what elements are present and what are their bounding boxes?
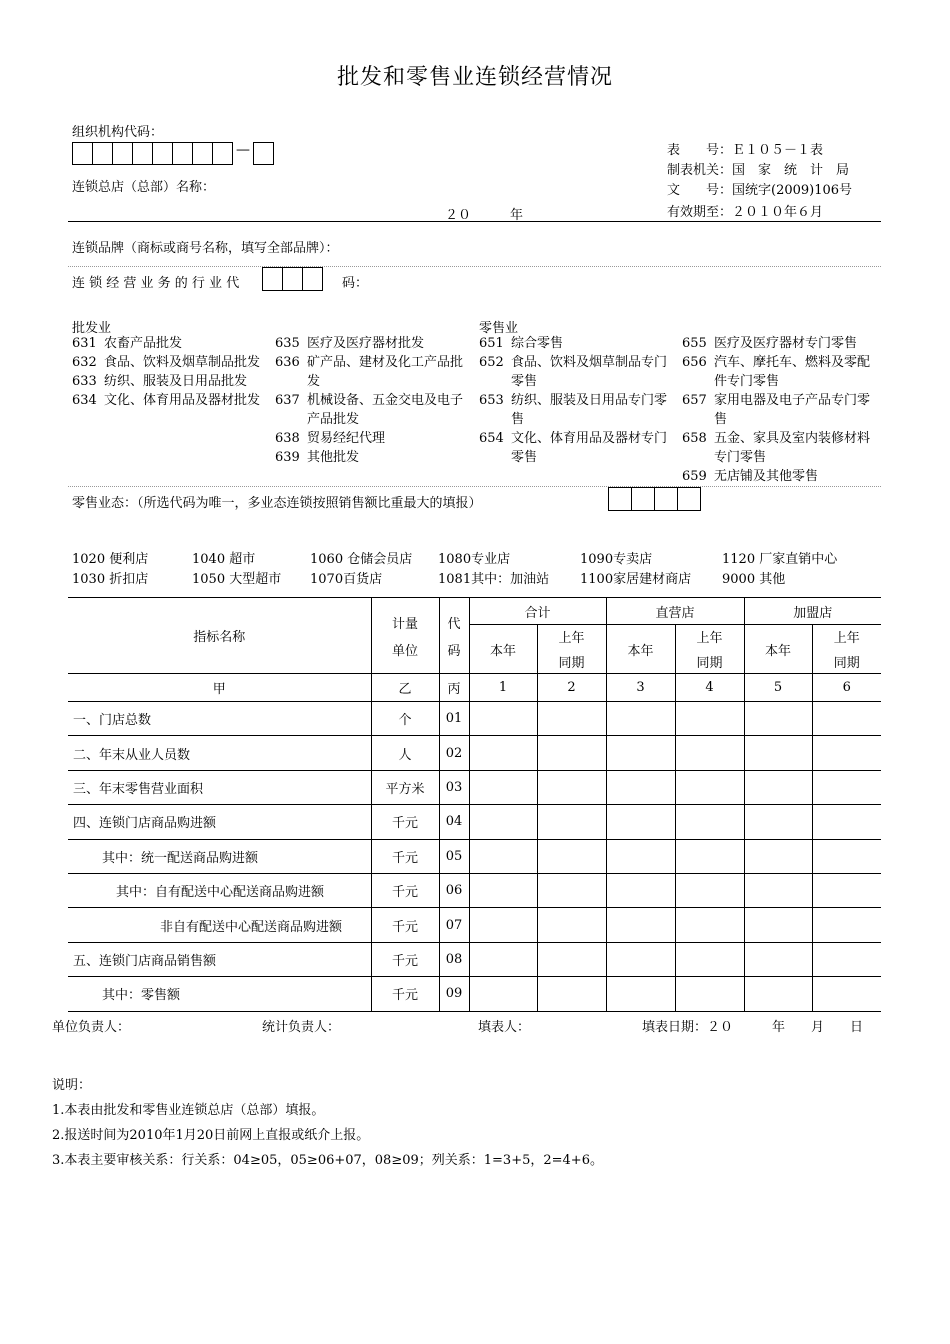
sub-header-cell: 丙 — [439, 674, 469, 702]
list-item: 656 汽车、摩托车、燃料及零配件专门零售 — [682, 355, 871, 389]
list-item: 634 文化、体育用品及器材批发 — [72, 393, 261, 408]
input-cell[interactable] — [606, 873, 675, 907]
table-row — [68, 942, 881, 976]
input-cell[interactable] — [744, 770, 812, 804]
header-unit: 计量 单位 — [371, 598, 439, 674]
format-item: 1081其中：加油站 — [438, 572, 550, 587]
format-item: 1080专业店 — [438, 552, 511, 567]
sub-header-cell: 5 — [744, 674, 812, 702]
input-cell[interactable] — [469, 977, 537, 1011]
list-item: 631 农畜产品批发 — [72, 336, 183, 351]
wholesale-list-2 — [275, 334, 474, 467]
unit-head-label: 单位负责人： — [52, 1020, 131, 1035]
header-last-year: 上年 同期 — [537, 625, 606, 674]
sub-header-cell: 6 — [812, 674, 881, 702]
note-item: 3.本表主要审核关系：行关系：04≥05，05≥06+07，08≥09；列关系：1=3+5，2=4+6。 — [52, 1153, 603, 1168]
format-item: 9000 其他 — [722, 572, 786, 587]
input-cell[interactable] — [537, 839, 606, 873]
input-cell[interactable] — [675, 873, 744, 907]
stat-head-label: 统计负责人： — [262, 1020, 341, 1035]
indicator-table — [68, 597, 881, 1012]
valid-until: 有效期至：２０１０年６月 — [667, 205, 824, 220]
input-cell[interactable] — [469, 770, 537, 804]
list-item: 638 贸易经纪代理 — [275, 431, 386, 446]
header-rule — [68, 221, 881, 222]
input-cell[interactable] — [812, 873, 881, 907]
indicator-name: 一、门店总数 — [68, 702, 371, 736]
format-item: 1070百货店 — [310, 572, 383, 587]
org-code-box[interactable] — [132, 142, 153, 165]
input-cell[interactable] — [675, 770, 744, 804]
input-cell[interactable] — [606, 839, 675, 873]
list-item: 652 食品、饮料及烟草制品专门零售 — [479, 355, 668, 389]
header-last-year: 上年 同期 — [812, 625, 881, 674]
unit-cell: 个 — [371, 702, 439, 736]
header-total: 合计 — [469, 598, 606, 625]
header-this-year: 本年 — [606, 625, 675, 674]
sub-header-cell: 乙 — [371, 674, 439, 702]
input-cell[interactable] — [744, 702, 812, 736]
list-item: 636 矿产品、建材及化工产品批发 — [275, 355, 464, 389]
page-title: 批发和零售业连锁经营情况 — [336, 65, 613, 90]
table-row — [68, 702, 881, 736]
input-cell[interactable] — [744, 977, 812, 1011]
table-row — [68, 977, 881, 1011]
code-cell: 07 — [439, 908, 469, 942]
format-item: 1040 超市 — [192, 552, 256, 567]
org-code-box[interactable] — [72, 142, 93, 165]
input-cell[interactable] — [675, 805, 744, 839]
header-indicator-name: 指标名称 — [68, 598, 371, 674]
format-item: 1020 便利店 — [72, 552, 149, 567]
input-cell[interactable] — [675, 736, 744, 770]
code-cell: 06 — [439, 873, 469, 907]
code-cell: 09 — [439, 977, 469, 1011]
code-cell: 08 — [439, 942, 469, 976]
divider — [68, 486, 881, 487]
unit-cell: 平方米 — [371, 770, 439, 804]
input-cell[interactable] — [606, 702, 675, 736]
divider — [68, 266, 881, 267]
wholesale-list-1 — [72, 334, 272, 410]
input-cell[interactable] — [606, 805, 675, 839]
input-cell[interactable] — [606, 770, 675, 804]
table-row — [68, 770, 881, 804]
format-item: 1060 仓储会员店 — [310, 552, 413, 567]
list-item: 632 食品、饮料及烟草制品批发 — [72, 355, 261, 370]
list-item: 655 医疗及医疗器材专门零售 — [682, 336, 858, 351]
list-item: 639 其他批发 — [275, 450, 360, 465]
list-item: 637 机械设备、五金交电及电子产品批发 — [275, 393, 464, 427]
notes-heading: 说明： — [52, 1078, 92, 1093]
org-code-box[interactable] — [212, 142, 233, 165]
table-row — [68, 873, 881, 907]
unit-cell: 千元 — [371, 908, 439, 942]
input-cell[interactable] — [744, 805, 812, 839]
retail-format-box[interactable] — [608, 487, 632, 511]
indicator-name: 五、连锁门店商品销售额 — [68, 942, 371, 976]
input-cell[interactable] — [812, 942, 881, 976]
input-cell[interactable] — [537, 770, 606, 804]
unit-cell: 千元 — [371, 805, 439, 839]
sub-header-cell: 4 — [675, 674, 744, 702]
input-cell[interactable] — [675, 977, 744, 1011]
unit-cell: 千元 — [371, 839, 439, 873]
input-cell[interactable] — [469, 839, 537, 873]
chain-hq-label: 连锁总店（总部）名称： — [72, 180, 216, 195]
input-cell[interactable] — [537, 702, 606, 736]
retail-list-1 — [479, 334, 678, 467]
retail-format-box[interactable] — [677, 487, 701, 511]
input-cell[interactable] — [606, 736, 675, 770]
org-code-check-box[interactable] — [253, 142, 273, 165]
indicator-name: 三、年末零售营业面积 — [68, 770, 371, 804]
input-cell[interactable] — [675, 908, 744, 942]
input-cell[interactable] — [469, 736, 537, 770]
input-cell[interactable] — [812, 839, 881, 873]
org-code-box[interactable] — [152, 142, 173, 165]
retail-format-boxes[interactable] — [608, 487, 700, 511]
format-item: 1120 厂家直销中心 — [722, 552, 838, 567]
input-cell[interactable] — [537, 736, 606, 770]
table-row — [68, 805, 881, 839]
input-cell[interactable] — [469, 702, 537, 736]
input-cell[interactable] — [469, 805, 537, 839]
table-row — [68, 839, 881, 873]
org-code-box[interactable] — [92, 142, 113, 165]
note-item: 1.本表由批发和零售业连锁总店（总部）填报。 — [52, 1103, 325, 1118]
input-cell[interactable] — [537, 908, 606, 942]
retail-format-label: 零售业态：（所选代码为唯一，多业态连锁按照销售额比重最大的填报） — [72, 496, 482, 511]
input-cell[interactable] — [812, 908, 881, 942]
input-cell[interactable] — [606, 942, 675, 976]
input-cell[interactable] — [606, 908, 675, 942]
input-cell[interactable] — [675, 942, 744, 976]
org-code-box[interactable] — [253, 142, 274, 165]
list-item: 654 文化、体育用品及器材专门零售 — [479, 431, 668, 465]
input-cell[interactable] — [606, 977, 675, 1011]
input-cell[interactable] — [812, 770, 881, 804]
table-row — [68, 908, 881, 942]
issuing-authority: 制表机关：国 家 统 计 局 — [667, 163, 850, 178]
document-number: 文 号：国统字(2009)106号 — [667, 183, 853, 198]
industry-code-box[interactable] — [302, 267, 323, 291]
retail-list-2 — [682, 334, 881, 486]
input-cell[interactable] — [812, 736, 881, 770]
industry-code-label: 连 锁 经 营 业 务 的 行 业 代 — [72, 276, 240, 291]
note-item: 2.报送时间为2010年1月20日前网上直报或纸介上报。 — [52, 1128, 370, 1143]
input-cell[interactable] — [744, 908, 812, 942]
code-cell: 02 — [439, 736, 469, 770]
input-cell[interactable] — [537, 873, 606, 907]
list-item: 653 纺织、服装及日用品专门零售 — [479, 393, 668, 427]
indicator-name: 其中：自有配送中心配送商品购进额 — [68, 873, 371, 907]
fill-date-label: 填表日期：２０ 年 月 日 — [642, 1020, 864, 1035]
sub-header-cell: 甲 — [68, 674, 371, 702]
code-cell: 03 — [439, 770, 469, 804]
format-item: 1090专卖店 — [580, 552, 653, 567]
indicator-name: 二、年末从业人员数 — [68, 736, 371, 770]
retail-format-box[interactable] — [654, 487, 678, 511]
industry-code-box[interactable] — [282, 267, 303, 291]
wholesale-heading: 批发业 — [72, 321, 112, 336]
input-cell[interactable] — [469, 942, 537, 976]
org-code-dash: — — [236, 142, 250, 158]
format-item: 1100家居建材商店 — [580, 572, 692, 587]
format-item: 1030 折扣店 — [72, 572, 149, 587]
header-last-year: 上年 同期 — [675, 625, 744, 674]
year-label: ２０ 年 — [445, 208, 524, 223]
retail-heading: 零售业 — [479, 321, 519, 336]
table-row — [68, 736, 881, 770]
header-direct-store: 直营店 — [606, 598, 744, 625]
code-cell: 05 — [439, 839, 469, 873]
indicator-name: 其中：零售额 — [68, 977, 371, 1011]
header-franchise-store: 加盟店 — [744, 598, 881, 625]
input-cell[interactable] — [812, 805, 881, 839]
input-cell[interactable] — [744, 942, 812, 976]
list-item: 635 医疗及医疗器材批发 — [275, 336, 425, 351]
org-code-label: 组织机构代码： — [72, 125, 164, 140]
sub-header-cell: 1 — [469, 674, 537, 702]
input-cell[interactable] — [812, 702, 881, 736]
input-cell[interactable] — [812, 977, 881, 1011]
indicator-name: 四、连锁门店商品购进额 — [68, 805, 371, 839]
input-cell[interactable] — [537, 942, 606, 976]
list-item: 651 综合零售 — [479, 336, 564, 351]
input-cell[interactable] — [537, 805, 606, 839]
input-cell[interactable] — [744, 873, 812, 907]
input-cell[interactable] — [744, 839, 812, 873]
input-cell[interactable] — [469, 873, 537, 907]
retail-format-box[interactable] — [631, 487, 655, 511]
org-code-box[interactable] — [192, 142, 213, 165]
industry-code-boxes[interactable] — [262, 267, 322, 291]
industry-code-suffix: 码： — [342, 276, 369, 291]
header-this-year: 本年 — [469, 625, 537, 674]
sub-header-cell: 3 — [606, 674, 675, 702]
unit-cell: 千元 — [371, 942, 439, 976]
org-code-box[interactable] — [112, 142, 133, 165]
industry-code-box[interactable] — [262, 267, 283, 291]
form-number: 表 号：Ｅ１０５－１表 — [667, 143, 824, 158]
input-cell[interactable] — [537, 977, 606, 1011]
org-code-boxes[interactable] — [72, 142, 232, 165]
input-cell[interactable] — [675, 702, 744, 736]
unit-cell: 千元 — [371, 977, 439, 1011]
org-code-box[interactable] — [172, 142, 193, 165]
brand-label: 连锁品牌（商标或商号名称，填写全部品牌）： — [72, 241, 339, 256]
list-item: 659 无店铺及其他零售 — [682, 469, 819, 484]
input-cell[interactable] — [675, 839, 744, 873]
indicator-name: 非自有配送中心配送商品购进额 — [68, 908, 371, 942]
input-cell[interactable] — [744, 736, 812, 770]
unit-cell: 人 — [371, 736, 439, 770]
input-cell[interactable] — [469, 908, 537, 942]
list-item: 658 五金、家具及室内装修材料专门零售 — [682, 431, 871, 465]
sub-header-cell: 2 — [537, 674, 606, 702]
list-item: 657 家用电器及电子产品专门零售 — [682, 393, 871, 427]
list-item: 633 纺织、服装及日用品批发 — [72, 374, 248, 389]
unit-cell: 千元 — [371, 873, 439, 907]
code-cell: 04 — [439, 805, 469, 839]
header-this-year: 本年 — [744, 625, 812, 674]
header-code: 代 码 — [439, 598, 469, 674]
filler-label: 填表人： — [478, 1020, 531, 1035]
indicator-name: 其中：统一配送商品购进额 — [68, 839, 371, 873]
code-cell: 01 — [439, 702, 469, 736]
format-item: 1050 大型超市 — [192, 572, 282, 587]
